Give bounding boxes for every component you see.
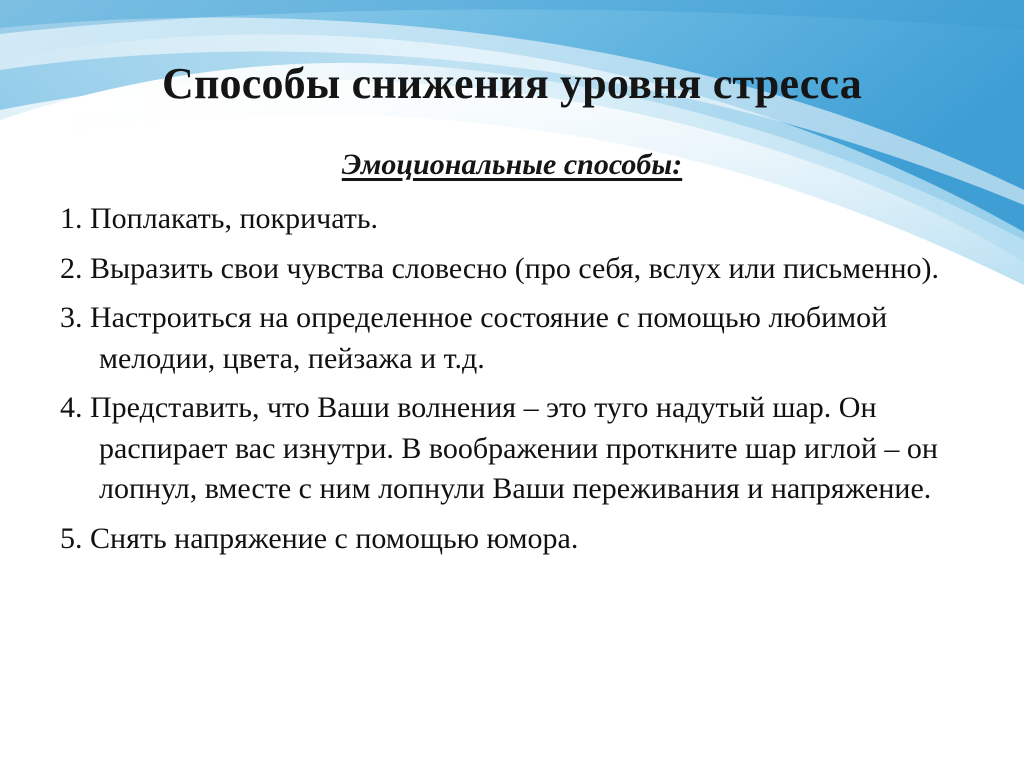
methods-list [60,199,960,568]
list-item: 4. Представить, что Ваши волнения – это туго надутый шар. Он распирает вас изнутри. В воображении проткните шар иглой – он лопнул, вместе с ним лопнули Ваши переживания и напряжение. [60,391,938,505]
list-item: 5. Снять напряжение с помощью юмора. [60,521,579,555]
list-item: 2. Выразить свои чувства словесно (про себя, вслух или письменно). [60,251,940,285]
section-subtitle: Эмоциональные способы: [341,148,683,181]
list-item: 3. Настроиться на определенное состояние с помощью любимой мелодии, цвета, пейзажа и т.д. [60,301,888,375]
list-item: 1. Поплакать, покричать. [60,202,379,235]
slide-title: Способы снижения уровня стресса [162,59,862,108]
